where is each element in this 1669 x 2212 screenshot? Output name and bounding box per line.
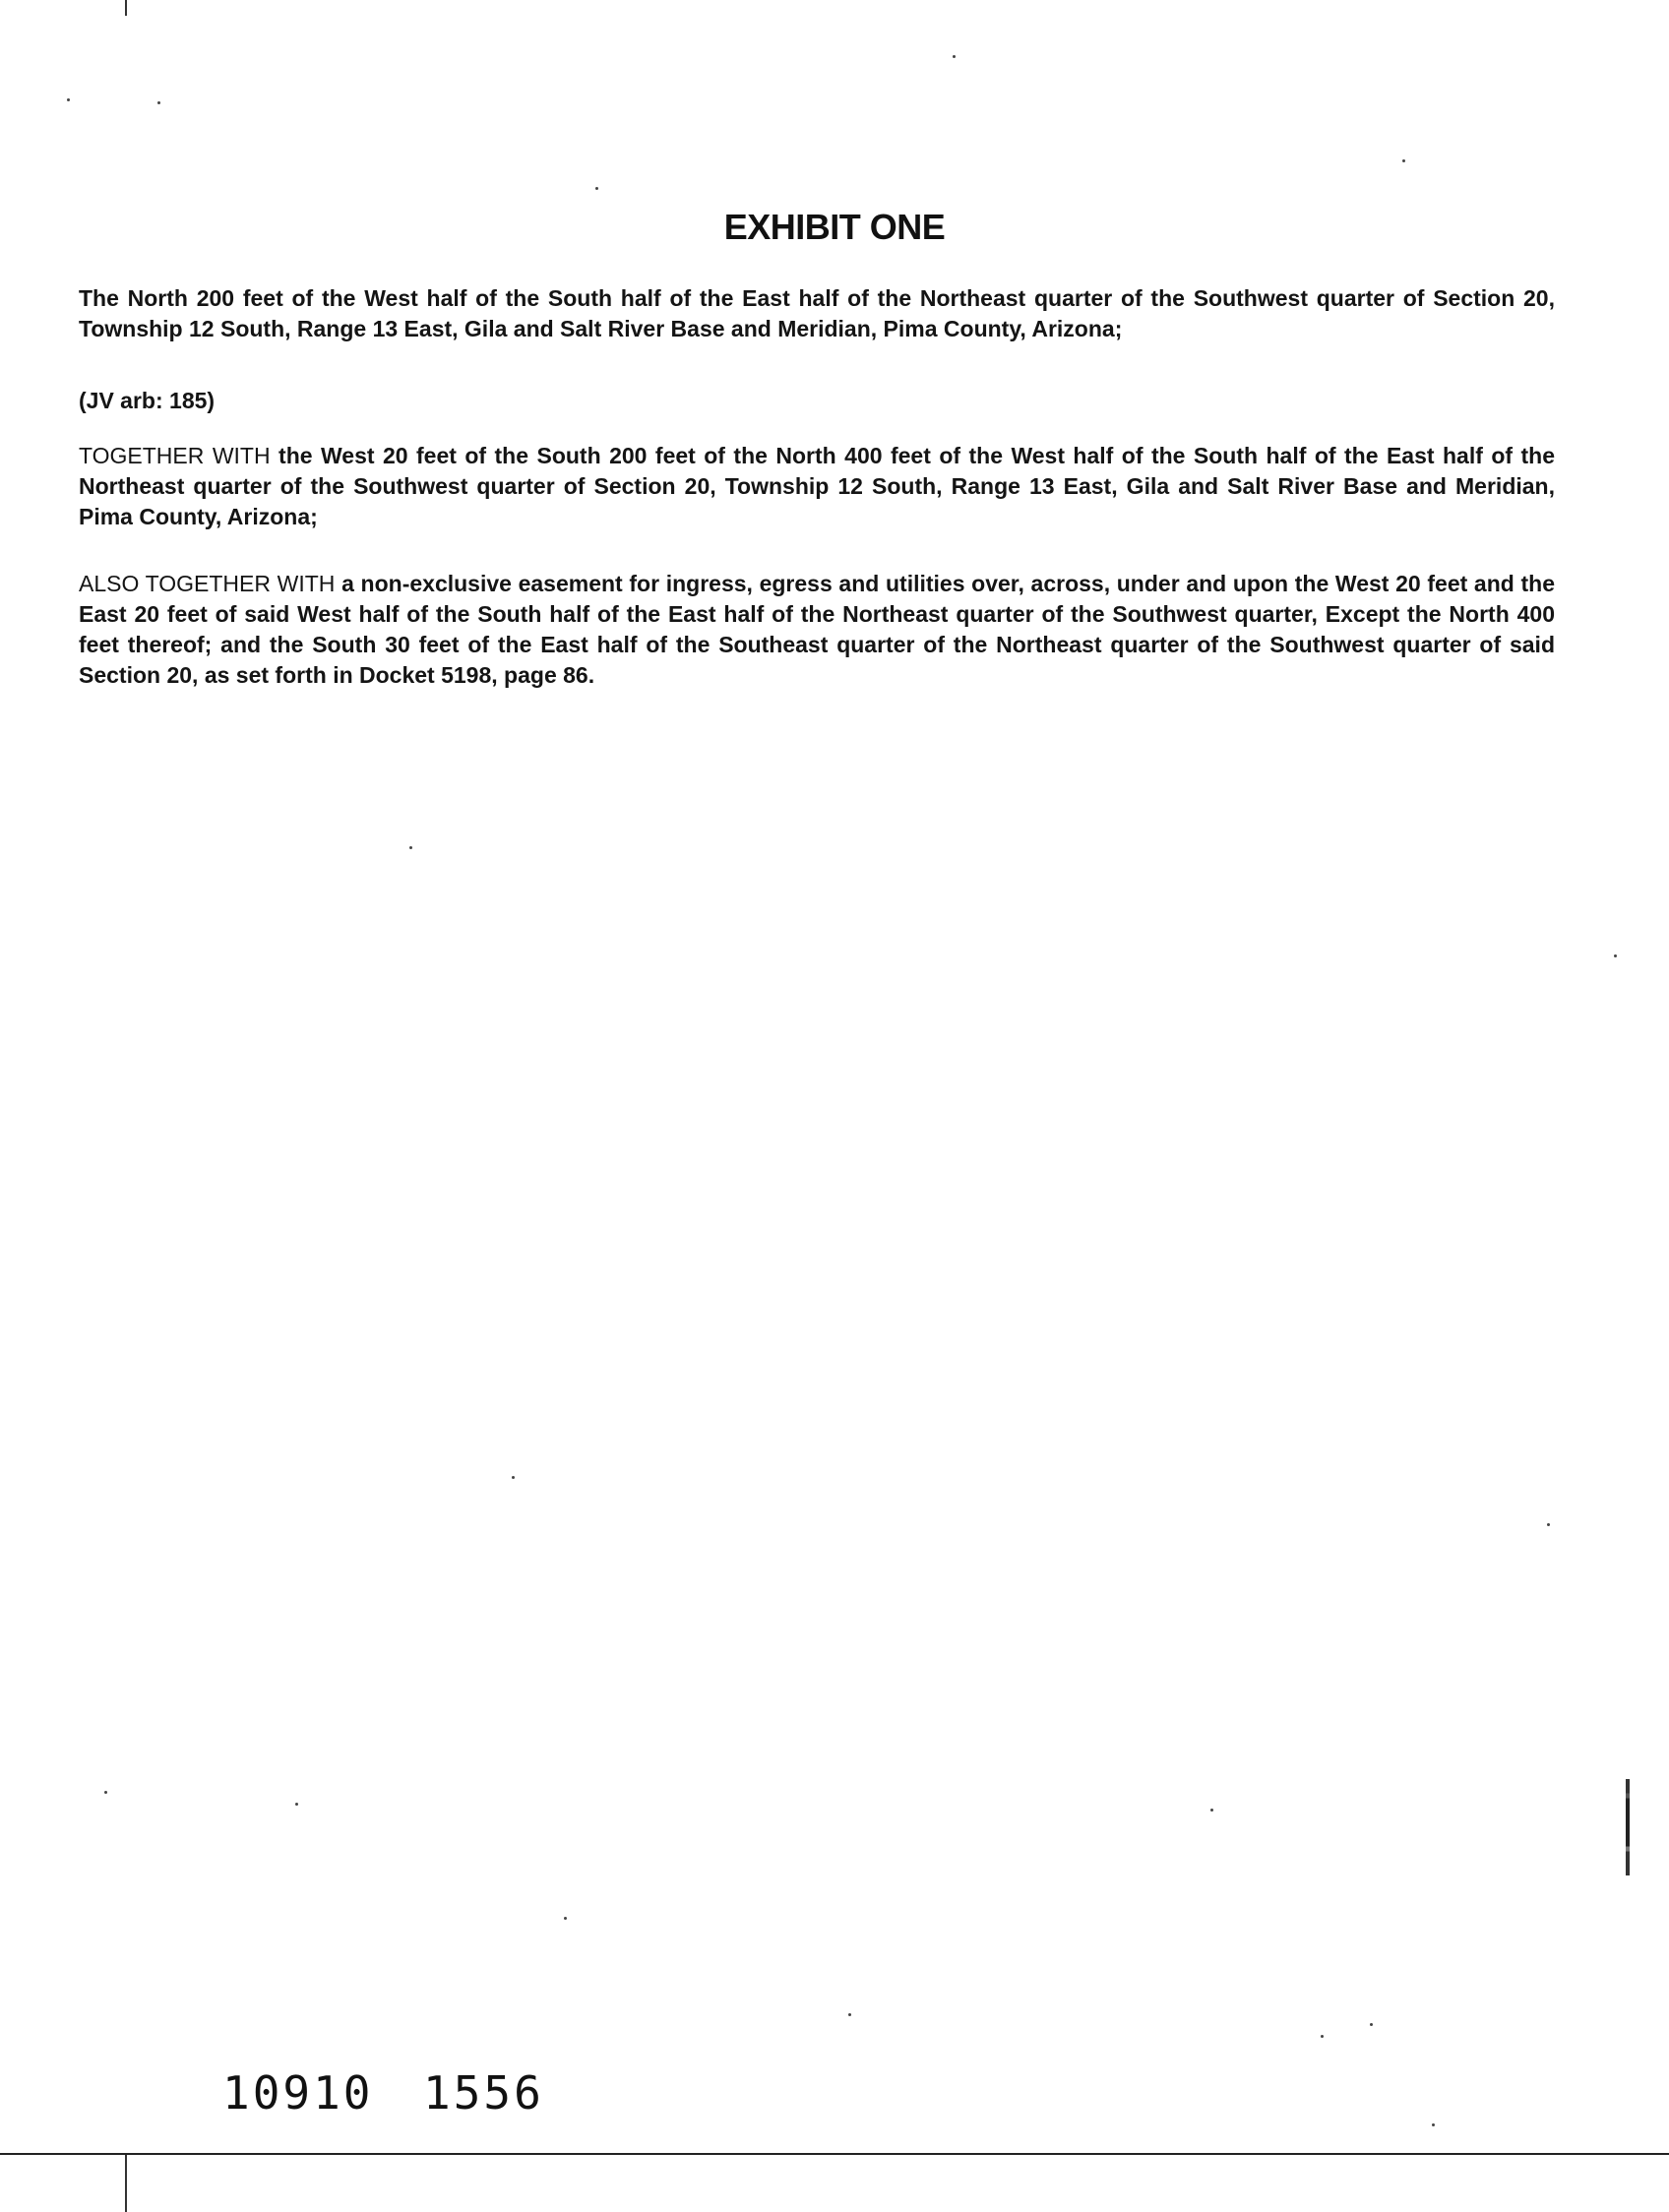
scan-edge-mark-right	[1626, 1779, 1630, 1875]
scan-speck	[953, 55, 956, 58]
also-together-with-lead: ALSO TOGETHER WITH	[79, 571, 336, 596]
scan-speck	[1210, 1809, 1213, 1812]
legal-description-paragraph: The North 200 feet of the West half of the South half of the East half of the Northeast quarter of the Southwest quarter of Section 20, Township 12 South, Range 13 East, Gila and Salt River Base and Meridian, Pima County, Arizona;	[79, 285, 1555, 341]
scan-speck	[848, 2013, 851, 2016]
scan-edge-mark-top	[125, 0, 127, 16]
scan-speck	[1402, 159, 1405, 162]
jv-arb-reference: (JV arb: 185)	[79, 388, 216, 413]
scan-speck	[67, 98, 70, 101]
together-with-paragraph	[79, 441, 1555, 532]
scan-speck	[564, 1917, 567, 1920]
scan-edge-mark-bottom	[125, 2155, 127, 2212]
scan-speck	[1370, 2023, 1373, 2026]
together-with-body: the West 20 feet of the South 200 feet of the North 400 feet of the West half of the South half of the East half of the Northeast quarter of the Southwest quarter of Section 20, Township 12 South, Range 13 East, Gila and Salt River Base and Meridian, Pima County, Arizona;	[79, 443, 1555, 529]
exhibit-title: EXHIBIT ONE	[723, 207, 946, 247]
page-number: 1556	[423, 2066, 544, 2120]
scan-speck	[1547, 1523, 1550, 1526]
bottom-rule	[0, 2153, 1669, 2155]
together-with-lead: TOGETHER WITH	[79, 443, 271, 468]
scan-speck	[295, 1803, 298, 1806]
scan-speck	[1614, 954, 1617, 957]
scan-speck	[409, 846, 412, 849]
scan-speck	[1432, 2123, 1435, 2126]
easement-body: a non-exclusive easement for ingress, egress and utilities over, across, under and upon the West 20 feet and the East 20 feet of said West half of the South half of the East half of the Northeast quarter of the Southwest quarter, Except the North 400 feet thereof; and the South 30 feet of the East half of the Southeast quarter of the Northeast quarter of the Southwest quarter of said Section 20, as set forth in Docket 5198, page 86.	[79, 571, 1555, 688]
docket-number: 10910	[222, 2066, 374, 2120]
scan-speck	[104, 1791, 107, 1794]
easement-paragraph	[79, 569, 1555, 691]
scan-speck	[512, 1476, 515, 1479]
scan-speck	[595, 187, 598, 190]
scan-speck	[157, 101, 160, 104]
scan-speck	[1321, 2035, 1324, 2038]
